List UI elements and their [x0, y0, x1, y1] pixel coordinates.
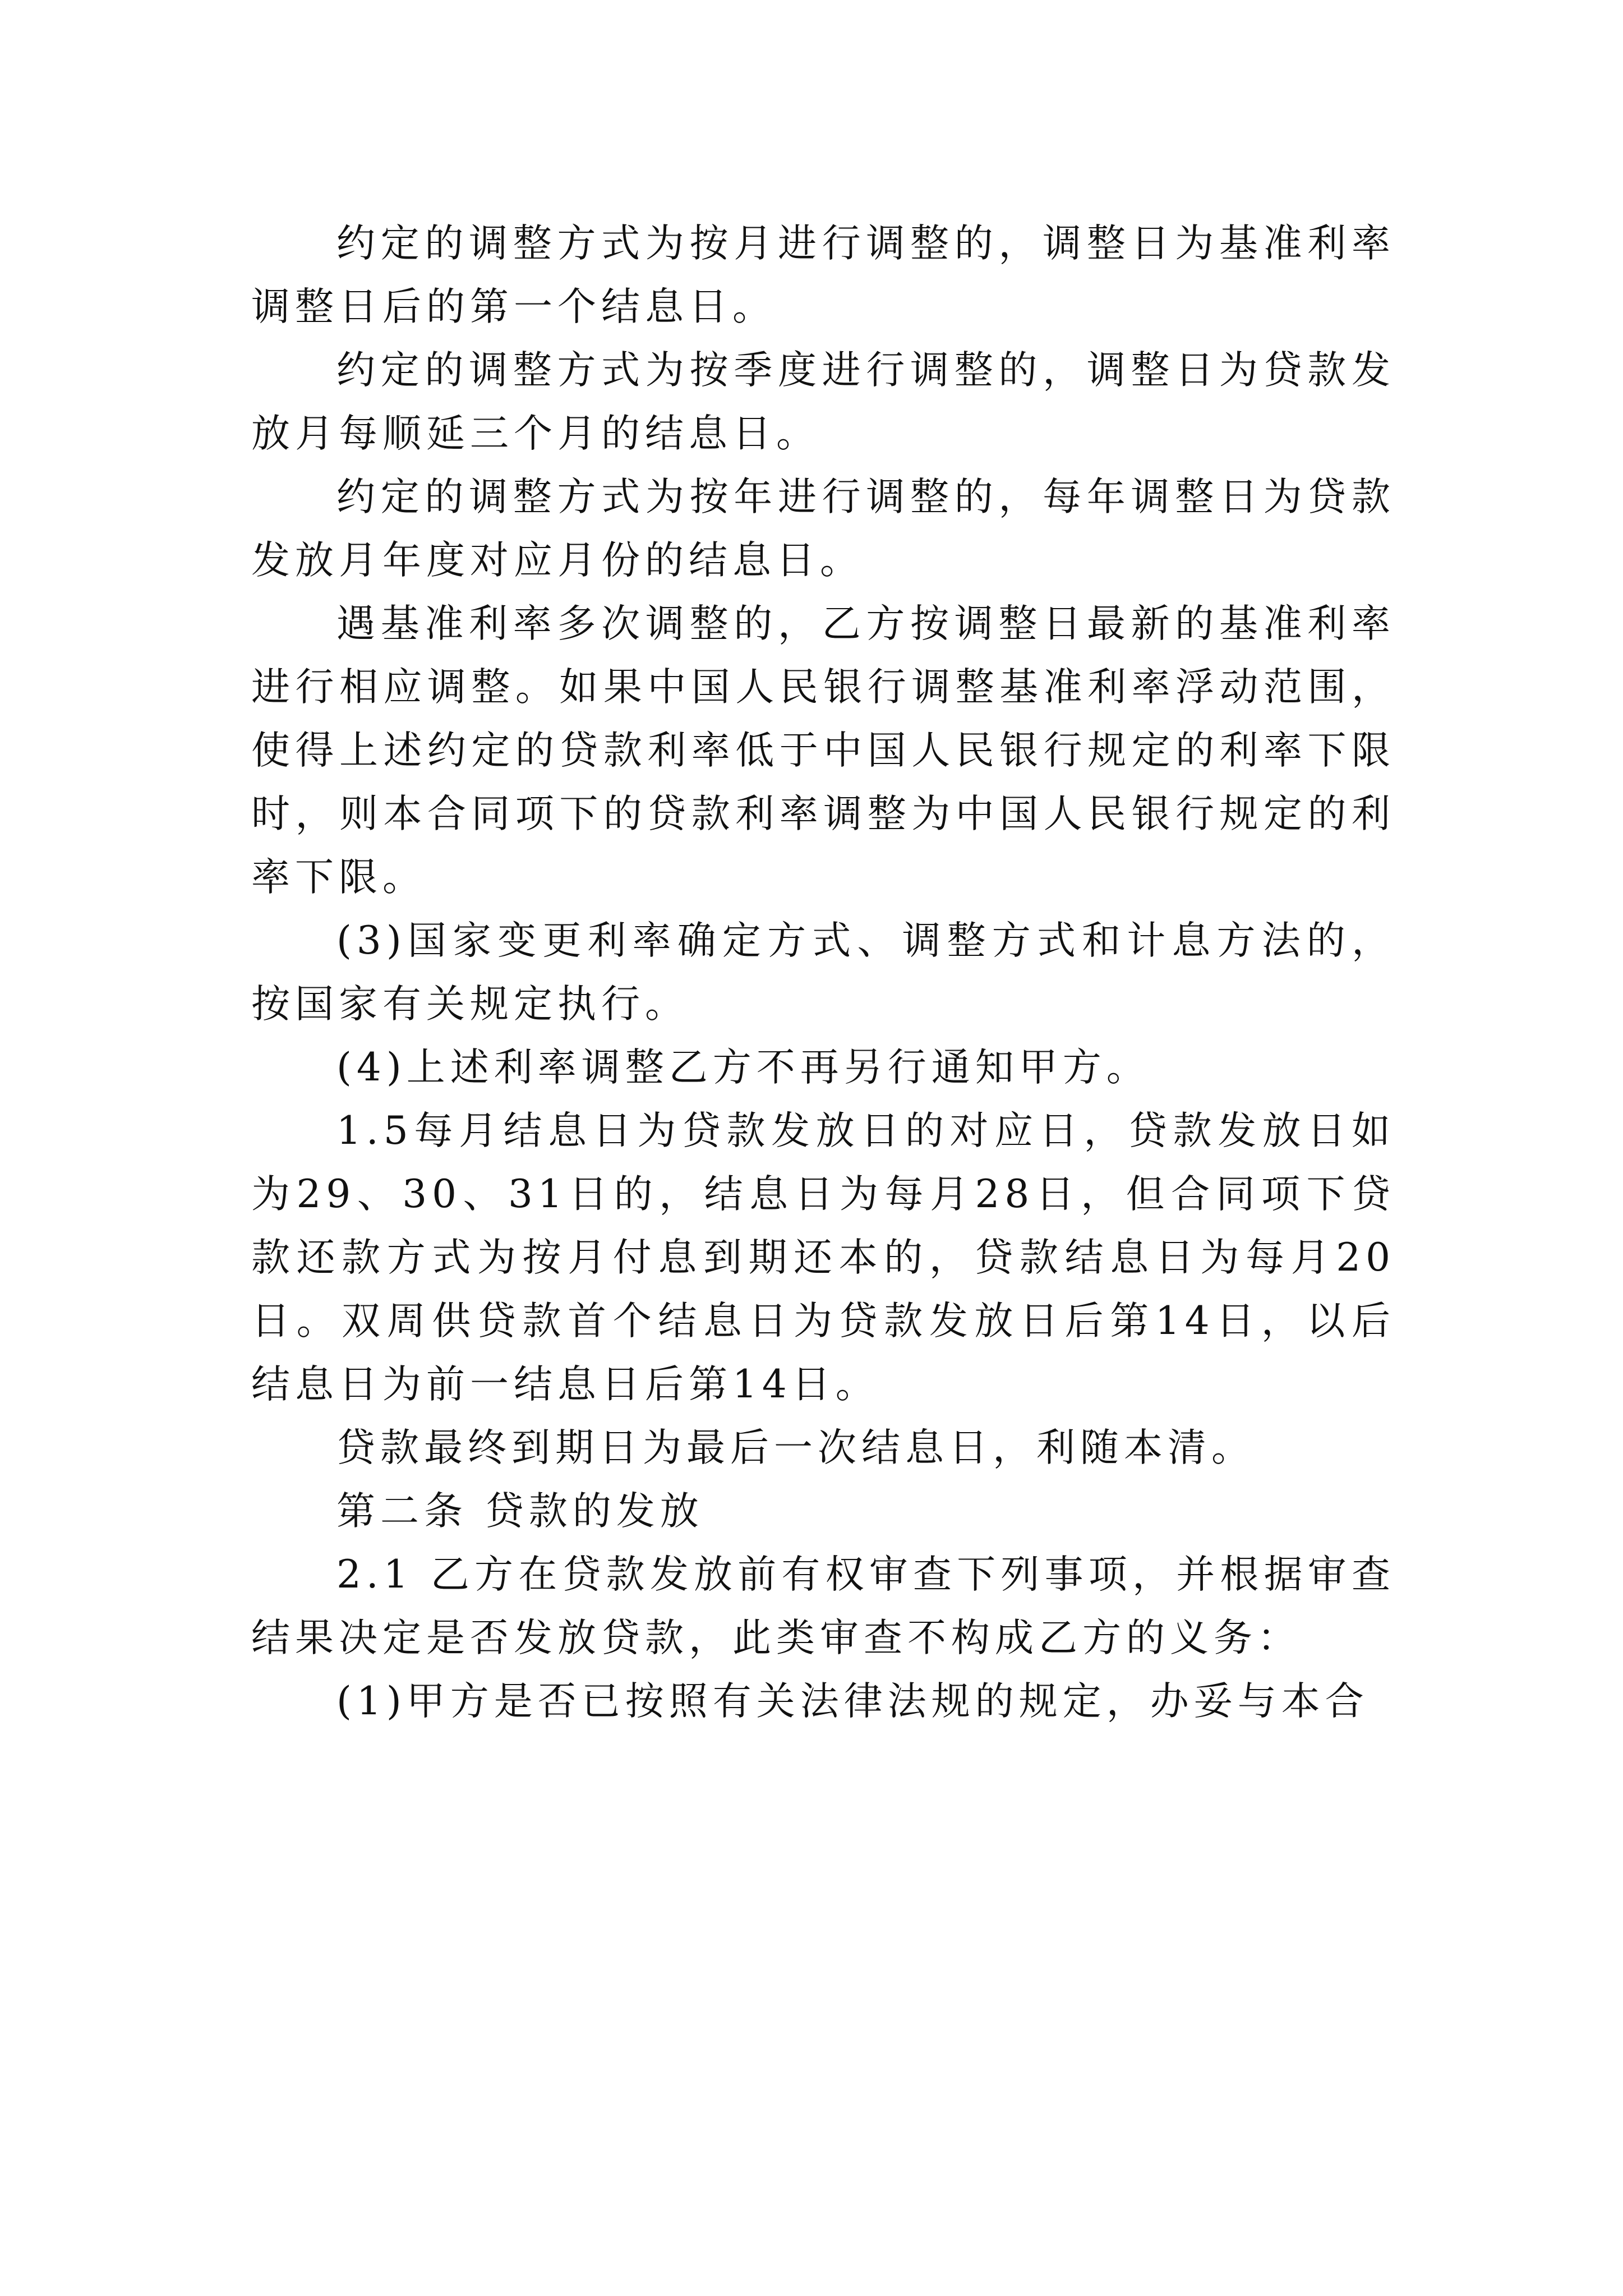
paragraph-yearly-adjustment: 约定的调整方式为按年进行调整的，每年调整日为贷款发放月年度对应月份的结息日。 [251, 475, 1395, 583]
paragraph-clause-1-5: 1.5每月结息日为贷款发放日的对应日，贷款发放日如为29、30、31日的，结息日为每月28日，但合同项下贷款还款方式为按月付息到期还本的，贷款结息日为每月20日。双周供贷款首个结息日为贷款发放日后第14日，以后结息日为前一结息日后第14日。 [251, 1108, 1395, 1407]
paragraph-multiple-adjustments: 遇基准利率多次调整的，乙方按调整日最新的基准利率进行相应调整。如果中国人民银行调整基准利率浮动范围，使得上述约定的贷款利率低于中国人民银行规定的利率下限时，则本合同项下的贷款利率调整为中国人民银行规定的利率下限。 [251, 601, 1395, 900]
paragraph-item-1: (1)甲方是否已按照有关法律法规的规定，办妥与本合 [336, 1679, 1369, 1724]
paragraph-item-3: (3)国家变更利率确定方式、调整方式和计息方法的，按国家有关规定执行。 [251, 918, 1395, 1027]
paragraph-item-4: (4)上述利率调整乙方不再另行通知甲方。 [336, 1045, 1150, 1090]
article-2-heading: 第二条 贷款的发放 [336, 1489, 704, 1534]
paragraph-final-maturity: 贷款最终到期日为最后一次结息日，利随本清。 [336, 1425, 1255, 1470]
document-body [251, 212, 1395, 1733]
paragraph-clause-2-1: 2.1 乙方在贷款发放前有权审查下列事项，并根据审查结果决定是否发放贷款，此类审查不构成乙方的义务： [251, 1552, 1395, 1660]
paragraph-monthly-adjustment: 约定的调整方式为按月进行调整的，调整日为基准利率调整日后的第一个结息日。 [251, 221, 1395, 329]
paragraph-quarterly-adjustment: 约定的调整方式为按季度进行调整的，调整日为贷款发放月每顺延三个月的结息日。 [251, 348, 1395, 456]
